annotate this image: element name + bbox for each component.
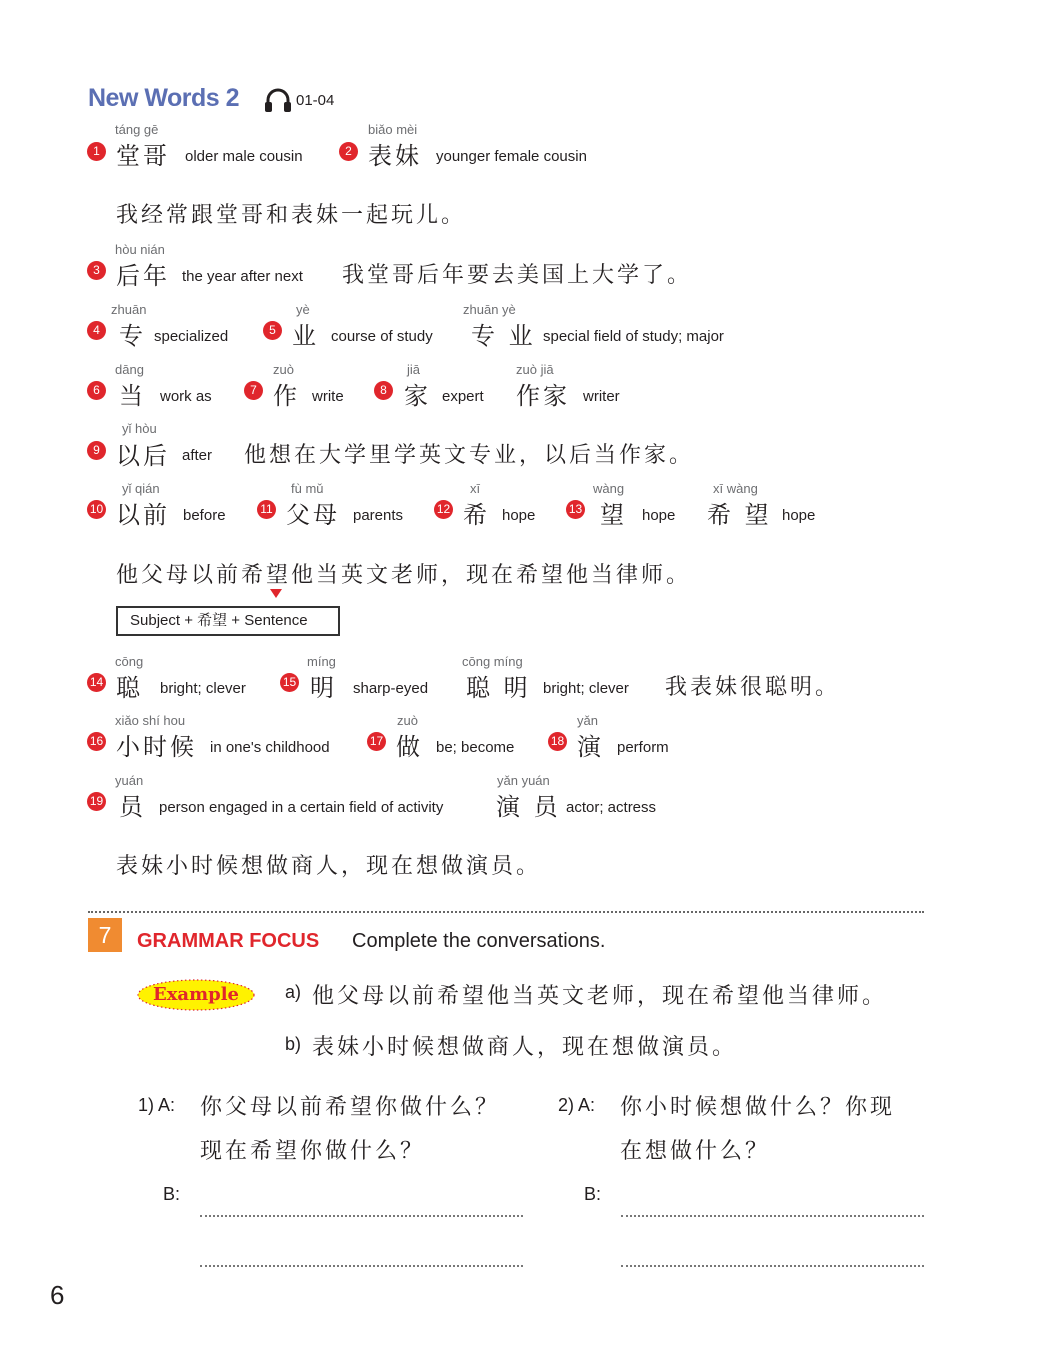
- word-hanzi: 作家: [516, 382, 570, 410]
- pinyin: zuò: [273, 362, 294, 377]
- word-hanzi: 小时候: [116, 733, 197, 761]
- word-hanzi: 专 业: [471, 322, 536, 350]
- word-number: 8: [374, 381, 393, 400]
- pinyin: zhuān yè: [463, 302, 516, 317]
- word-hanzi: 后年: [116, 262, 170, 290]
- word-number: 5: [263, 321, 282, 340]
- word-hanzi: 以后: [116, 442, 170, 470]
- word-english: work as: [160, 388, 212, 405]
- word-number: 13: [566, 500, 585, 519]
- word-number: 16: [87, 732, 106, 751]
- word-english: parents: [353, 507, 404, 524]
- pinyin: xī: [470, 481, 481, 496]
- section-title: New Words 2: [88, 84, 240, 112]
- word-hanzi: 明: [310, 674, 337, 702]
- example-sentence: 他父母以前希望他当英文老师，现在希望他当律师。: [116, 563, 692, 588]
- word-number: 3: [87, 261, 106, 280]
- word-english: expert: [442, 388, 484, 405]
- example-sentence: 表妹小时候想做商人，现在想做演员。: [116, 854, 542, 879]
- exercise-1-question-line2: 现在希望你做什么？: [200, 1139, 426, 1164]
- word-number: 7: [244, 381, 263, 400]
- example-label: Example: [152, 984, 240, 1005]
- word-number: 12: [434, 500, 453, 519]
- word-hanzi: 希: [463, 501, 490, 529]
- pinyin: biǎo mèi: [368, 122, 418, 137]
- section-divider: [88, 911, 924, 913]
- pinyin: fù mǔ: [291, 481, 324, 496]
- word-english: actor; actress: [566, 799, 657, 816]
- example-badge: [136, 978, 256, 1012]
- exercise-2-question-line2: 在想做什么？: [620, 1139, 771, 1164]
- word-english: before: [183, 507, 226, 524]
- pinyin: zuò: [397, 713, 418, 728]
- word-english: younger female cousin: [436, 148, 587, 165]
- word-number: 6: [87, 381, 106, 400]
- pinyin: wàng: [593, 481, 625, 496]
- grammar-instruction: Complete the conversations.: [352, 930, 606, 952]
- example-b-label: b): [285, 1034, 302, 1054]
- pinyin: táng gē: [115, 122, 159, 137]
- exercise-2-answer-line[interactable]: [621, 1265, 924, 1267]
- headphones-icon: [264, 87, 292, 113]
- pinyin: yè: [296, 302, 310, 317]
- section-number: 7: [88, 918, 122, 952]
- word-english: the year after next: [182, 268, 303, 285]
- word-number: 10: [87, 500, 106, 519]
- pinyin: cōng: [115, 654, 144, 669]
- word-number: 1: [87, 142, 106, 161]
- pattern-marker: [270, 589, 282, 598]
- grammar-pattern-box: Subject + 希望 + Sentence: [116, 606, 340, 636]
- word-number: 14: [87, 673, 106, 692]
- word-english: hope: [782, 507, 816, 524]
- word-english: write: [312, 388, 344, 405]
- word-english: hope: [502, 507, 536, 524]
- word-hanzi: 希 望: [707, 501, 772, 529]
- example-a-sentence: 他父母以前希望他当英文老师，现在希望他当律师。: [312, 984, 888, 1009]
- word-hanzi: 表妹: [368, 142, 422, 170]
- word-number: 19: [87, 792, 106, 811]
- pinyin: xī wàng: [713, 481, 758, 496]
- example-b-sentence: 表妹小时候想做商人，现在想做演员。: [312, 1035, 738, 1060]
- word-english: bright; clever: [160, 680, 246, 697]
- pinyin: yǐ qián: [122, 481, 160, 496]
- word-english: person engaged in a certain field of activity: [159, 799, 444, 816]
- example-sentence: 他想在大学里学英文专业，以后当作家。: [244, 443, 695, 468]
- word-hanzi: 堂哥: [116, 142, 170, 170]
- word-number: 15: [280, 673, 299, 692]
- word-hanzi: 家: [404, 382, 431, 410]
- pinyin: míng: [307, 654, 336, 669]
- word-hanzi: 业: [292, 322, 319, 350]
- word-hanzi: 演 员: [496, 793, 561, 821]
- exercise-2-question-line1: 你小时候想做什么？你现: [620, 1095, 896, 1120]
- pinyin: xiǎo shí hou: [115, 713, 186, 728]
- exercise-1-answer-label: B:: [163, 1184, 181, 1204]
- example-sentence: 我经常跟堂哥和表妹一起玩儿。: [116, 203, 467, 228]
- audio-track-label: 01-04: [296, 92, 335, 109]
- exercise-1-answer-line[interactable]: [200, 1215, 523, 1217]
- word-english: course of study: [331, 328, 433, 345]
- word-english: be; become: [436, 739, 515, 756]
- word-english: sharp-eyed: [353, 680, 429, 697]
- pinyin: zuò jiā: [516, 362, 554, 377]
- pinyin: cōng míng: [462, 654, 523, 669]
- page-number: 6: [50, 1280, 65, 1310]
- word-english: in one's childhood: [210, 739, 330, 756]
- word-hanzi: 聪 明: [466, 674, 531, 702]
- pinyin: jiā: [407, 362, 421, 377]
- word-english: specialized: [154, 328, 229, 345]
- pinyin: dāng: [115, 362, 144, 377]
- pinyin: yuán: [115, 773, 144, 788]
- exercise-1-answer-line[interactable]: [200, 1265, 523, 1267]
- word-hanzi: 聪: [116, 674, 143, 702]
- exercise-1-question-line1: 你父母以前希望你做什么？: [200, 1095, 501, 1120]
- exercise-2-answer-line[interactable]: [621, 1215, 924, 1217]
- pinyin: yǐ hòu: [122, 421, 157, 436]
- word-english: writer: [583, 388, 620, 405]
- word-number: 18: [548, 732, 567, 751]
- word-english: bright; clever: [543, 680, 629, 697]
- word-english: older male cousin: [185, 148, 303, 165]
- example-sentence: 我堂哥后年要去美国上大学了。: [342, 263, 693, 288]
- word-number: 11: [257, 500, 276, 519]
- pinyin: hòu nián: [115, 242, 165, 257]
- example-sentence: 我表妹很聪明。: [665, 675, 841, 700]
- word-hanzi: 作: [273, 382, 300, 410]
- word-hanzi: 以前: [116, 501, 170, 529]
- word-number: 2: [339, 142, 358, 161]
- pinyin: zhuān: [111, 302, 147, 317]
- word-hanzi: 父母: [286, 501, 340, 529]
- pinyin: yǎn yuán: [497, 773, 550, 788]
- word-hanzi: 望: [600, 501, 627, 529]
- exercise-2-answer-label: B:: [584, 1184, 602, 1204]
- word-hanzi: 做: [396, 733, 423, 761]
- word-hanzi: 专: [119, 322, 146, 350]
- grammar-focus-heading: GRAMMAR FOCUS: [137, 930, 320, 952]
- example-a-label: a): [285, 982, 302, 1002]
- word-english: after: [182, 447, 213, 464]
- word-hanzi: 当: [119, 382, 146, 410]
- word-number: 4: [87, 321, 106, 340]
- exercise-2-label: 2) A:: [558, 1095, 596, 1115]
- exercise-1-label: 1) A:: [138, 1095, 176, 1115]
- word-english: hope: [642, 507, 676, 524]
- word-hanzi: 员: [119, 793, 146, 821]
- word-hanzi: 演: [577, 733, 604, 761]
- word-english: perform: [617, 739, 669, 756]
- pinyin: yǎn: [577, 713, 598, 728]
- word-english: special field of study; major: [543, 328, 724, 345]
- word-number: 9: [87, 441, 106, 460]
- word-number: 17: [367, 732, 386, 751]
